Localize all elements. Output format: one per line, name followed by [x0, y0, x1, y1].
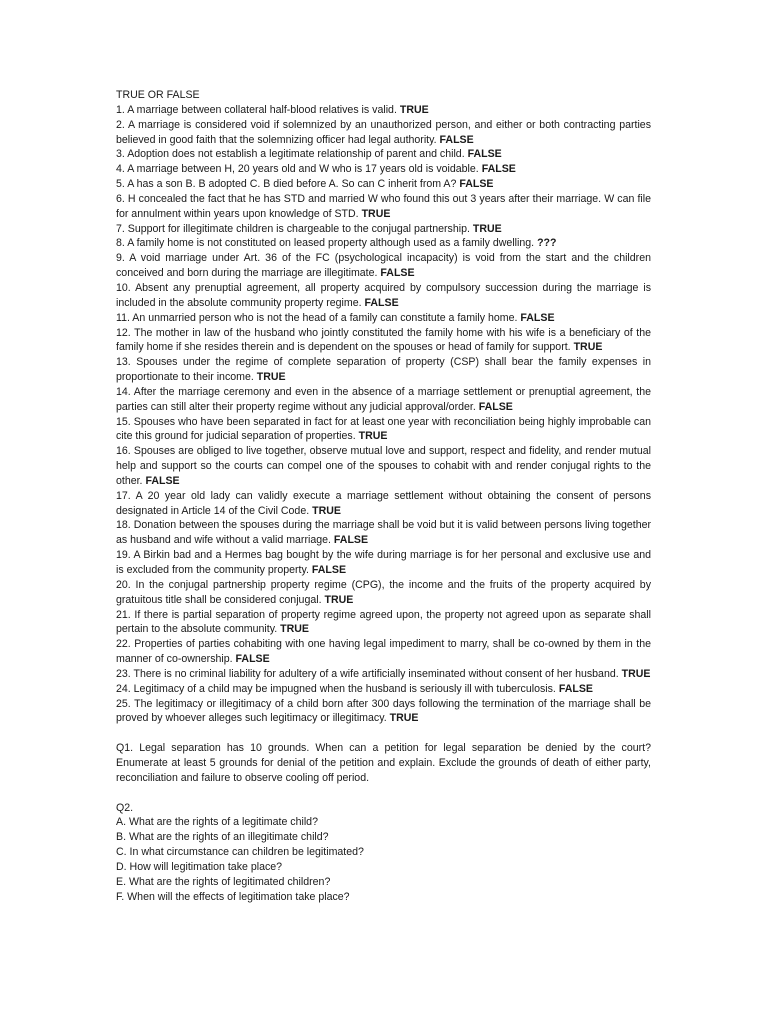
tf-answer: FALSE: [481, 163, 516, 176]
section-heading: TRUE OR FALSE: [116, 89, 200, 101]
tf-item-text: 13. Spouses under the regime of complete separation of property (CSP) shall bear the family expenses in proportionate to their income.: [116, 356, 651, 384]
question-2-sub-b: B. What are the rights of an illegitimate child?: [116, 831, 329, 844]
tf-item-8: [116, 236, 651, 251]
document-body: [116, 88, 651, 904]
tf-item-5: [116, 177, 651, 192]
tf-item-text: 1. A marriage between collateral half-blood relatives is valid.: [116, 103, 397, 116]
tf-item-17: [116, 489, 651, 519]
tf-item-text: 25. The legitimacy or illegitimacy of a child born after 300 days following the termination of the marriage shall be proved by whoever alleges such legitimacy or illegitimacy.: [116, 697, 651, 725]
tf-item-22: [116, 637, 651, 667]
tf-answer: FALSE: [439, 133, 474, 146]
tf-item-text: 16. Spouses are obliged to live together, observe mutual love and support, respect and fidelity, and render mutual help and support so the courts can compel one of the spouses to cohabit with and render conjugal rights to the other.: [116, 445, 651, 487]
tf-answer: FALSE: [478, 400, 513, 413]
tf-answer: TRUE: [621, 667, 651, 680]
question-1: Q1. Legal separation has 10 grounds. When can a petition for legal separation be denied by the court? Enumerate at least 5 grounds for denial of the petition and explain. Exclude the grounds of death of either party, reconciliation and failure to observe cooling off period.: [116, 742, 651, 784]
tf-answer: TRUE: [256, 371, 286, 384]
tf-item-11: [116, 311, 651, 326]
tf-item-4: [116, 162, 651, 177]
tf-item-10: [116, 281, 651, 311]
tf-item-text: 7. Support for illegitimate children is chargeable to the conjugal partnership.: [116, 222, 470, 235]
tf-item-text: 4. A marriage between H, 20 years old and W who is 17 years old is voidable.: [116, 163, 479, 176]
tf-answer: TRUE: [399, 103, 429, 116]
tf-item-text: 19. A Birkin bad and a Hermes bag bought by the wife during marriage is for her personal and exclusive use and is excluded from the community property.: [116, 549, 651, 576]
tf-answer: ???: [537, 237, 557, 250]
tf-item-7: [116, 222, 651, 237]
tf-item-text: 22. Properties of parties cohabiting with one having legal impediment to marry, shall be co-owned by them in the manner of co-ownership.: [116, 638, 651, 666]
tf-item-text: 5. A has a son B. B adopted C. B died before A. So can C inherit from A?: [116, 178, 457, 191]
question-2-sub-f: F. When will the effects of legitimation take place?: [116, 890, 350, 903]
tf-answer: TRUE: [312, 504, 341, 517]
tf-item-15: [116, 415, 651, 445]
spacer: [116, 786, 651, 801]
tf-item-text: 10. Absent any prenuptial agreement, all property acquired by compulsory succession during the marriage is included in the absolute community property regime.: [116, 281, 651, 309]
tf-answer: TRUE: [358, 430, 388, 443]
tf-answer: FALSE: [558, 682, 593, 695]
true-false-list: [116, 103, 651, 726]
tf-item-21: [116, 608, 651, 638]
question-2-sub-d: D. How will legitimation take place?: [116, 860, 283, 873]
tf-item-6: [116, 192, 651, 222]
tf-answer: FALSE: [459, 178, 494, 191]
tf-item-1: [116, 103, 651, 118]
tf-item-text: 24. Legitimacy of a child may be impugned when the husband is seriously ill with tuberculosis.: [116, 682, 556, 695]
tf-item-text: 11. An unmarried person who is not the head of a family can constitute a family home.: [116, 311, 518, 324]
tf-item-text: 17. A 20 year old lady can validly execute a marriage settlement without obtaining the consent of persons designated in Article 14 of the Civil Code.: [116, 489, 651, 517]
tf-answer: TRUE: [472, 222, 502, 235]
tf-item-text: 8. A family home is not constituted on leased property although used as a family dwelling.: [116, 237, 535, 250]
tf-item-14: [116, 385, 651, 415]
tf-item-13: [116, 355, 651, 385]
tf-item-18: [116, 518, 651, 548]
tf-item-text: 18. Donation between the spouses during the marriage shall be void but it is valid between persons living together as husband and wife without a valid marriage.: [116, 519, 651, 547]
tf-item-text: 21. If there is partial separation of property regime agreed upon, the property not agreed upon as separate shall pertain to the absolute community.: [116, 608, 651, 636]
tf-answer: TRUE: [389, 712, 419, 725]
tf-answer: FALSE: [380, 267, 415, 280]
tf-answer: TRUE: [361, 207, 391, 220]
tf-item-19: [116, 548, 651, 578]
question-2-label: Q2.: [116, 801, 134, 814]
tf-item-text: 9. A void marriage under Art. 36 of the FC (psychological incapacity) is void from the start and the children conceived and born during the marriage are illegitimate.: [116, 252, 651, 280]
question-2-sub-c: C. In what circumstance can children be legitimated?: [116, 846, 364, 859]
tf-item-text: 15. Spouses who have been separated in fact for at least one year with reconciliation being highly improbable can cite this ground for judicial separation of properties.: [116, 415, 651, 443]
tf-item-12: [116, 326, 651, 356]
tf-item-text: 23. There is no criminal liability for adultery of a wife artificially inseminated without consent of her husband.: [116, 667, 619, 680]
tf-item-text: 12. The mother in law of the husband who jointly constituted the family home with his wife is a beneficiary of the family home if she resides therein and is dependent on the spouses or head of family for support.: [116, 326, 651, 354]
tf-answer: TRUE: [280, 623, 309, 636]
tf-item-9: [116, 251, 651, 281]
tf-item-text: 14. After the marriage ceremony and even in the absence of a marriage settlement or prenuptial agreement, the parties can still alter their property regime without any judicial approval/order.: [116, 385, 651, 413]
tf-answer: FALSE: [520, 311, 555, 324]
question-2: [116, 801, 651, 905]
tf-item-20: [116, 578, 651, 608]
tf-answer: FALSE: [145, 474, 180, 487]
tf-item-24: [116, 682, 651, 697]
tf-answer: FALSE: [235, 653, 270, 666]
tf-item-text: 6. H concealed the fact that he has STD and married W who found this out 3 years after their marriage. W can file for annulment within years upon knowledge of STD.: [116, 192, 651, 220]
tf-answer: FALSE: [467, 148, 502, 161]
tf-item-16: [116, 444, 651, 489]
spacer: [116, 726, 651, 741]
tf-item-text: 20. In the conjugal partnership property regime (CPG), the income and the fruits of the property acquired by gratuitous title shall be considered conjugal.: [116, 578, 651, 606]
tf-item-3: [116, 147, 651, 162]
tf-item-2: [116, 118, 651, 148]
tf-answer: FALSE: [311, 564, 347, 576]
tf-item-text: 2. A marriage is considered void if solemnized by an unauthorized person, and either or both contracting parties believed in good faith that the solemnizing officer had legal authority.: [116, 118, 651, 146]
tf-answer: TRUE: [573, 341, 603, 354]
tf-item-text: 3. Adoption does not establish a legitimate relationship of parent and child.: [116, 148, 465, 161]
tf-answer: FALSE: [333, 534, 369, 547]
tf-item-23: [116, 667, 651, 682]
tf-item-25: [116, 697, 651, 727]
tf-answer: TRUE: [324, 593, 354, 606]
question-2-sub-e: E. What are the rights of legitimated children?: [116, 875, 331, 888]
tf-answer: FALSE: [364, 296, 399, 309]
question-2-sub-a: A. What are the rights of a legitimate child?: [116, 816, 318, 829]
